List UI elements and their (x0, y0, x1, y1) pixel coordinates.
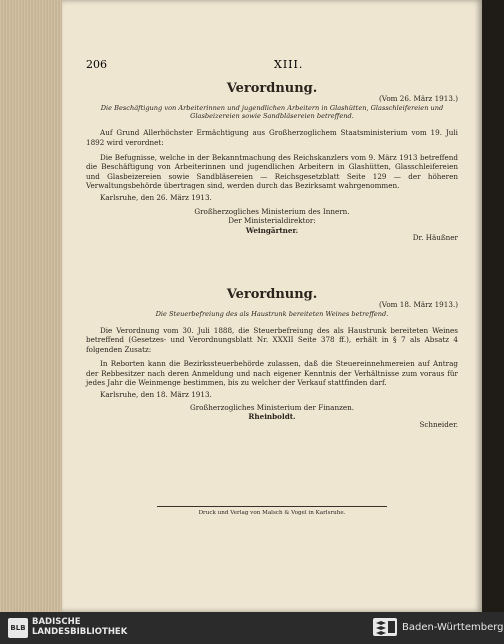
library-name (32, 617, 127, 637)
ordinance-1-subject: Die Beschäftigung von Arbeiterinnen und jugendlichen Arbeitern in Glashütten, Glasschleifereien und Glasbeizereien sowie Sandbläsereien betreffend. (100, 103, 444, 121)
ordinance-1-date: (Vom 26. März 1913.) (378, 94, 458, 104)
ordinance-2-countersign: Schneider. (419, 419, 458, 429)
ordinance-1-ministry: Großherzogliches Ministerium des Innern. (194, 207, 350, 217)
ordinance-1 (86, 81, 458, 243)
ordinance-1-intro: Auf Grund Allerhöchster Ermächtigung aus Großherzoglichem Staatsministerium vom 19. Juli 1892 wird verordnet: (86, 128, 458, 147)
ordinance-1-director-title: Der Ministerialdirektor: (228, 216, 316, 226)
ordinance-2-date: (Vom 18. März 1913.) (378, 300, 458, 310)
ordinance-1-director-name: Weingärtner. (245, 225, 299, 235)
printer-section (86, 506, 458, 518)
ordinance-2-body-1: Die Verordnung vom 30. Juli 1888, die Steuerbefreiung des als Haustrunk bereiteten Weines betreffend (Gesetzes- und Verordnungsblatt Nr. XXXII Seite 378 ff.), erhält in § 7 als Absatz 4 folgenden Zusatz: (86, 326, 458, 354)
state-name: Baden-Württemberg (402, 622, 504, 633)
blb-logo: BLB (8, 618, 28, 638)
page-number: 206 (86, 58, 107, 71)
library-name-line-2: LANDESBIBLIOTHEK (32, 627, 128, 637)
page-heading: XIII. (274, 58, 304, 71)
ordinance-2-place-date: Karlsruhe, den 18. März 1913. (100, 390, 212, 400)
ordinance-2-subject: Die Steuerbefreiung des als Haustrunk bereiteten Weines betreffend. (155, 309, 389, 318)
ordinance-2-ministry: Großherzogliches Ministerium der Finanzen. (189, 402, 355, 412)
printer-imprint: Druck und Verlag von Malsch & Vogel in Karlsruhe. (198, 510, 346, 516)
ordinance-2 (86, 287, 458, 429)
document-page (62, 0, 482, 612)
ordinance-1-title: Verordnung. (226, 81, 318, 96)
state-crest-icon (372, 616, 398, 638)
library-name-line-1: BADISCHE (32, 617, 81, 627)
binding-shadow (482, 0, 504, 612)
ordinance-2-title: Verordnung. (226, 287, 318, 302)
printer-rule (157, 506, 387, 507)
ordinance-2-body-2: In Reborten kann die Bezirkssteuerbehörde zulassen, daß die Steuereinnehmereien auf Antrag der Rebbesitzer nach deren Anmeldung und nach eigener Kenntnis der Verhältnisse zum voraus für jedes Jahr die Weinmenge bestimmen, bis zu welcher der Verkauf stattfinden darf. (86, 359, 458, 388)
ordinance-1-place-date: Karlsruhe, den 26. März 1913. (100, 192, 212, 202)
ordinance-2-minister-name: Rheinboldt. (248, 412, 296, 422)
ordinance-1-countersign: Dr. Häußner (412, 233, 458, 243)
ordinance-1-body: Die Befugnisse, welche in der Bekanntmachung des Reichskanzlers vom 9. März 1913 betreffend die Beschäftigung von Arbeiterinnen und jugendlichen Arbeitern in Glashütten, Glasschleifereien und Glasbeizereien sowie Sandbläsereien — Reichsgesetzblatt Seite 129 — der höheren Verwaltungsbehörde übertragen sind, werden durch das Bezirksamt wahrgenommen. (86, 153, 458, 191)
